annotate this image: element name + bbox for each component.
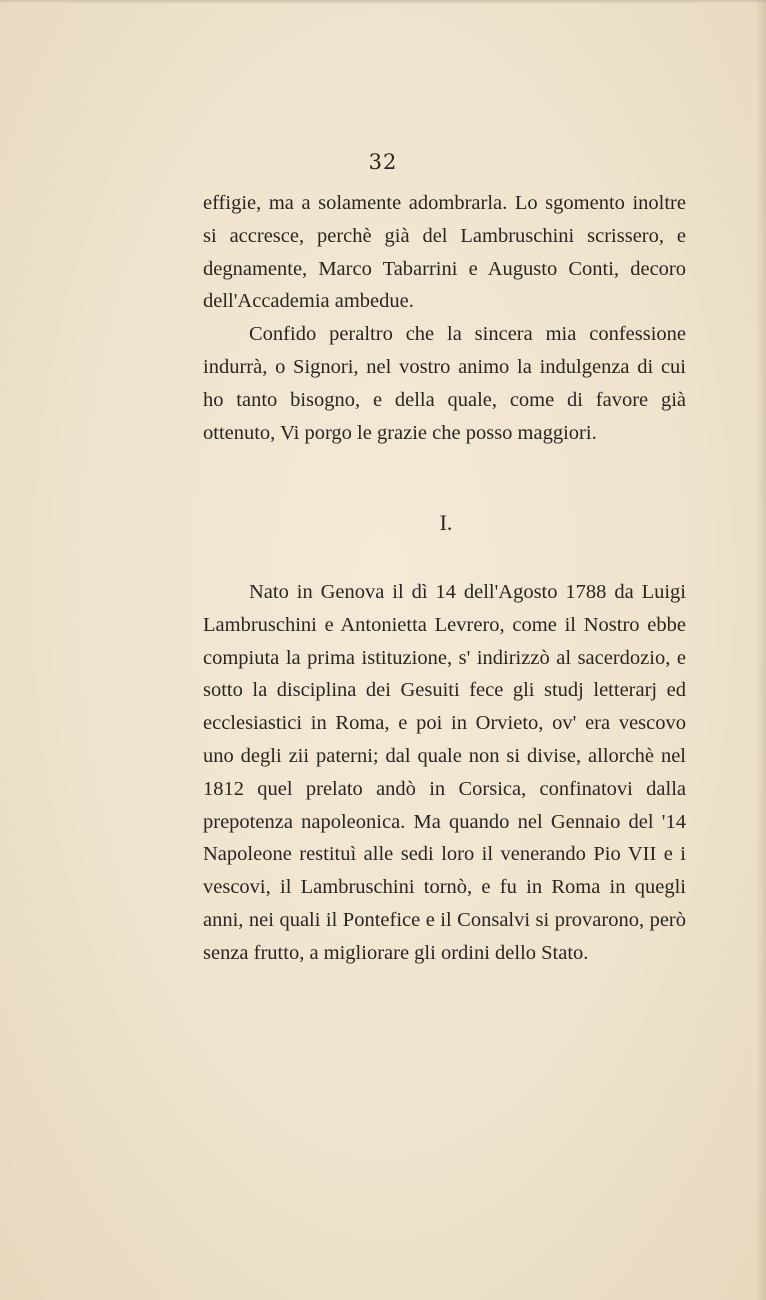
page-top-edge	[0, 0, 766, 4]
paragraph-confession: Confido peraltro che la sincera mia confessione indurrà, o Signori, nel vostro animo la indulgenza di cui ho tanto bisogno, e della quale, come di favore già ottenuto, Vi porgo le grazie che posso maggiori.	[203, 323, 686, 444]
text-block-section-one	[203, 576, 686, 970]
paragraph-continued: effigie, ma a solamente adombrarla. Lo sgomento inoltre si accresce, perchè già del Lambruschini scrissero, e degnamente, Marco Tabarrini e Augusto Conti, decoro dell'Accademia ambedue.	[203, 192, 686, 313]
section-heading: I.	[439, 510, 453, 535]
page-right-edge	[756, 0, 766, 1300]
text-block-intro	[203, 187, 686, 449]
page-number: 32	[368, 150, 398, 174]
paragraph-biography: Nato in Genova il dì 14 dell'Agosto 1788 da Luigi Lambruschini e Antonietta Levrero, come il Nostro ebbe compiuta la prima istituzione, s' indirizzò al sacerdozio, e sotto la disciplina dei Gesuiti fece gli studj letterarj ed ecclesiastici in Roma, e poi in Orvieto, ov' era vescovo uno degli zii paterni; dal quale non si divise, allorchè nel 1812 quel prelato andò in Corsica, confinatovi dalla prepotenza napoleonica. Ma quando nel Gennaio del '14 Napoleone restituì alle sedi loro il venerando Pio VII e i vescovi, il Lambruschini tornò, e fu in Roma in quegli anni, nei quali il Pontefice e il Consalvi si provarono, però senza frutto, a migliorare gli ordini dello Stato.	[203, 581, 686, 964]
